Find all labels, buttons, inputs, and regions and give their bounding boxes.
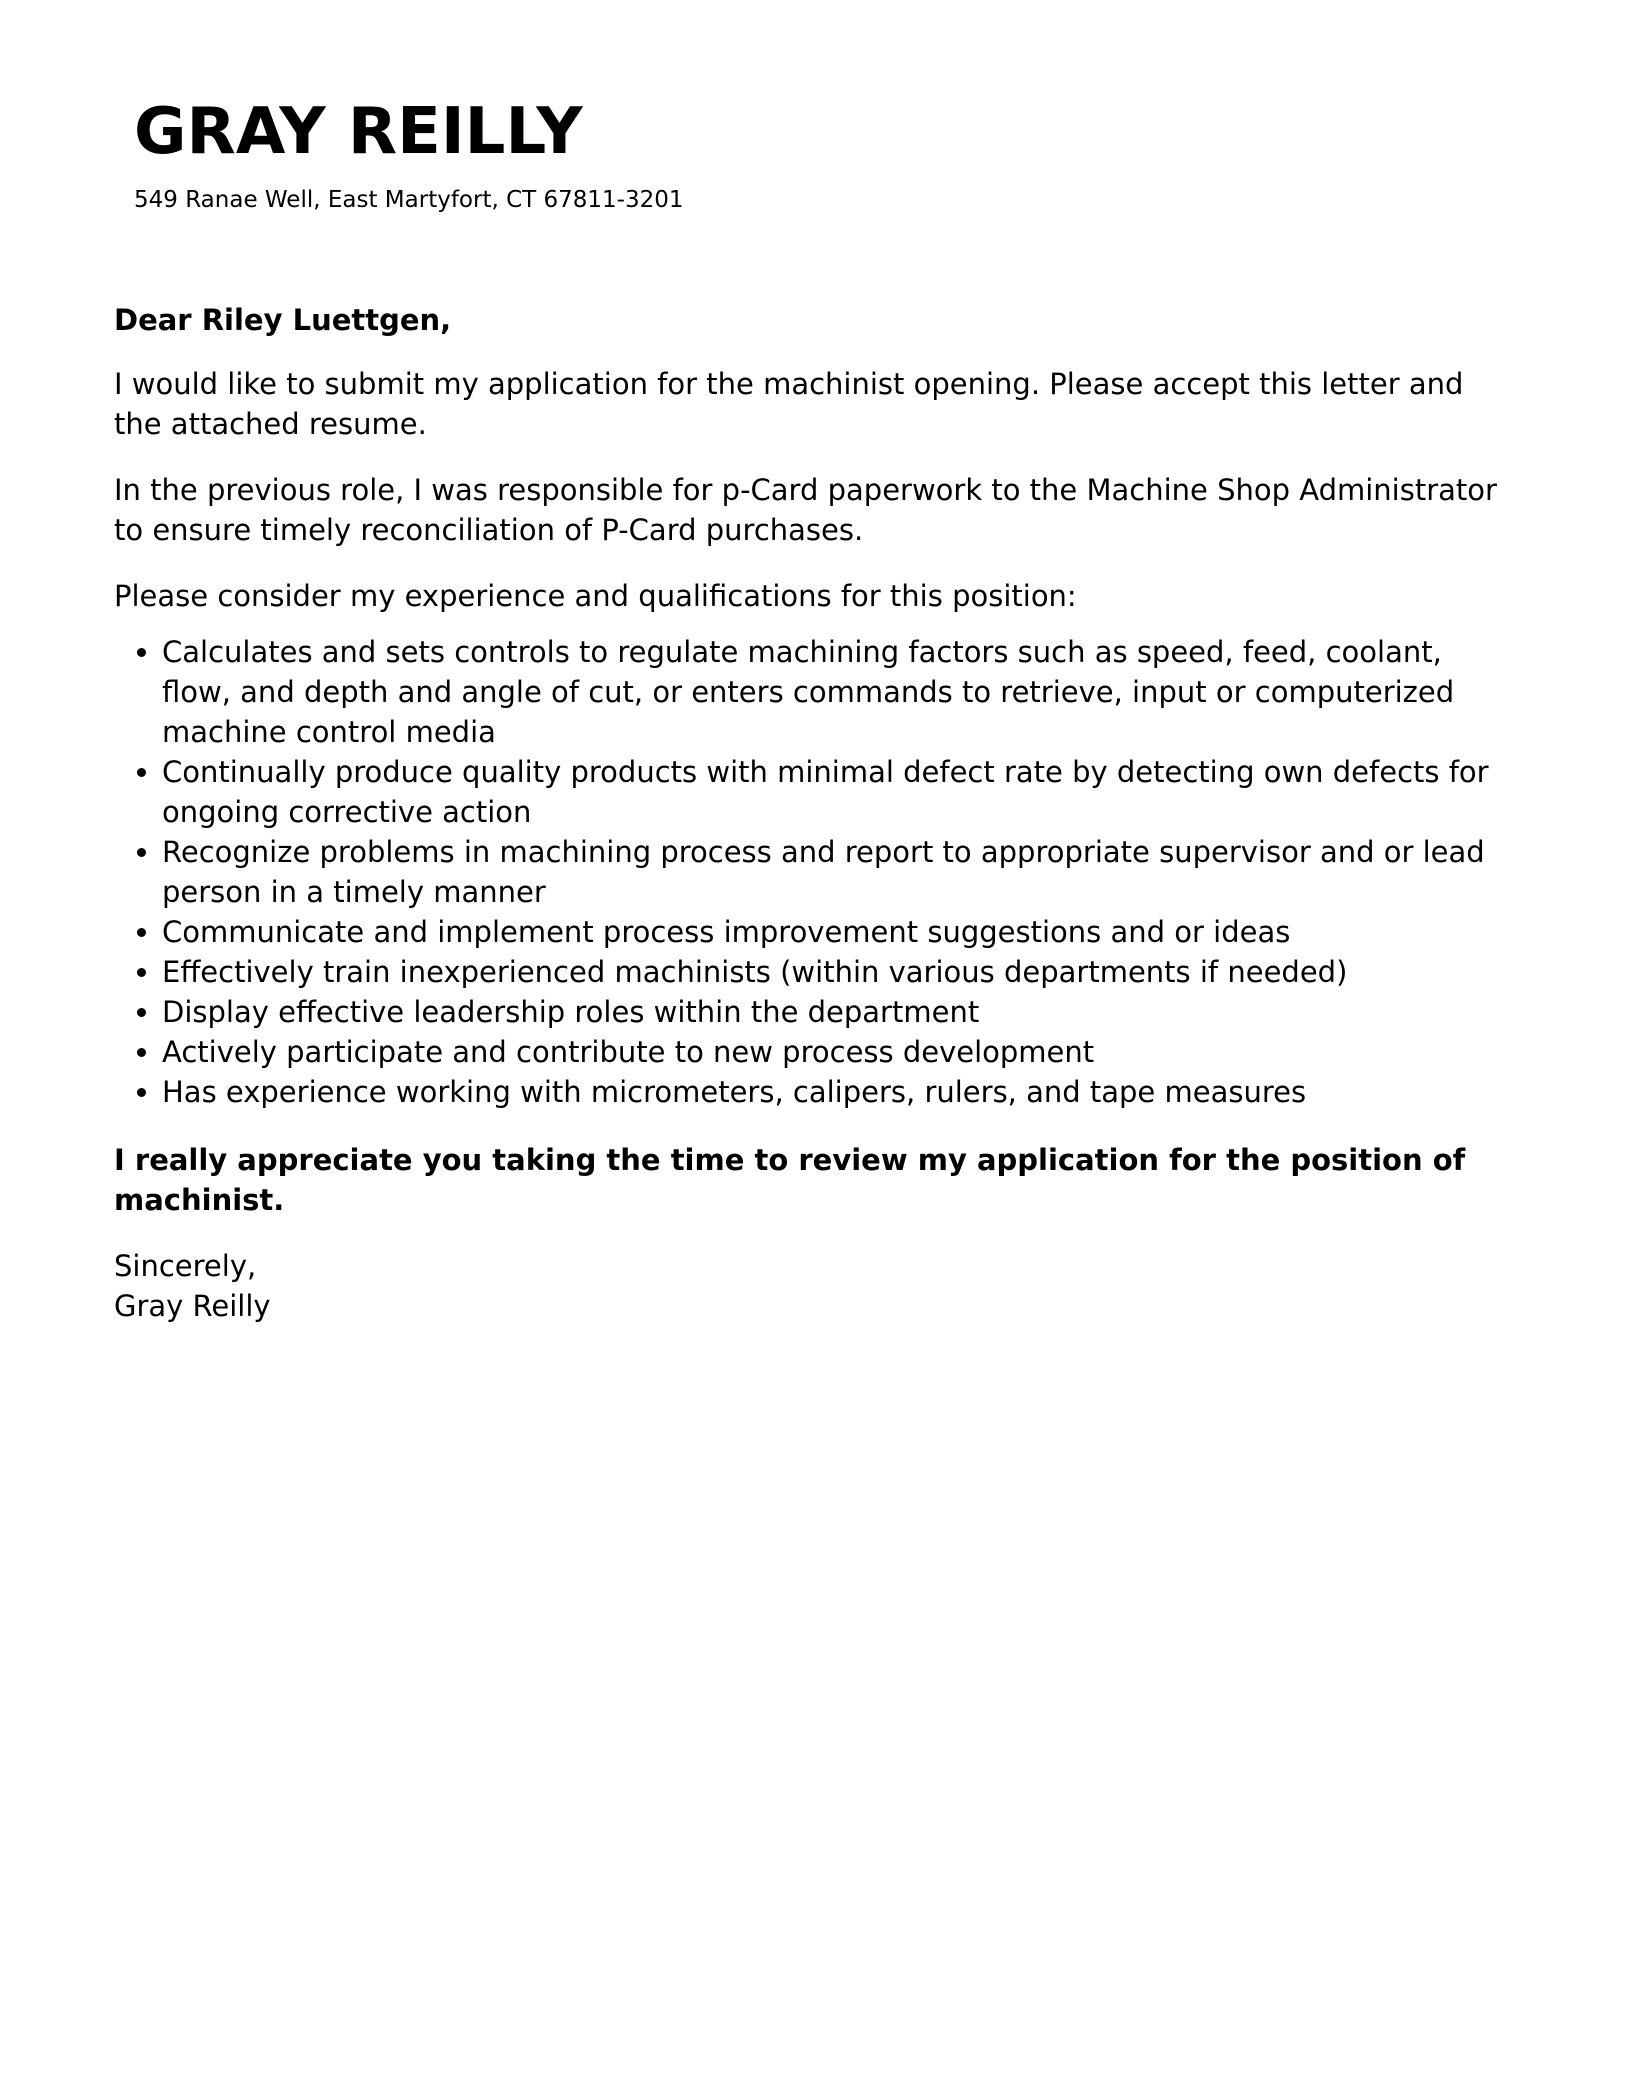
list-item: • Effectively train inexperienced machinists (within various departments if needed) xyxy=(162,952,1514,992)
applicant-address: 549 Ranae Well, East Martyfort, CT 67811-3201 xyxy=(134,187,684,213)
qualifications-intro: Please consider my experience and qualifications for this position: xyxy=(114,579,1077,613)
list-item: • Recognize problems in machining process and report to appropriate supervisor and or lead person in a timely manner xyxy=(162,832,1514,912)
signoff: Sincerely, xyxy=(114,1249,257,1283)
list-item: • Continually produce quality products with minimal defect rate by detecting own defects for ongoing corrective action xyxy=(162,752,1514,832)
intro-paragraph: I would like to submit my application for the machinist opening. Please accept this letter and the attached resume. xyxy=(114,367,1464,441)
letter-body xyxy=(114,300,1514,1326)
salutation: Dear Riley Luettgen, xyxy=(114,303,452,337)
experience-paragraph: In the previous role, I was responsible for p-Card paperwork to the Machine Shop Administrator to ensure timely reconciliation of P-Card purchases. xyxy=(114,473,1497,547)
list-item: • Has experience working with micrometers, calipers, rulers, and tape measures xyxy=(162,1072,1514,1112)
list-item: • Communicate and implement process improvement suggestions and or ideas xyxy=(162,912,1514,952)
qualifications-list xyxy=(114,632,1514,1112)
list-item: • Calculates and sets controls to regulate machining factors such as speed, feed, coolant, flow, and depth and angle of cut, or enters commands to retrieve, input or computerized machine control media xyxy=(162,632,1514,752)
closing-statement: I really appreciate you taking the time to review my application for the position of machinist. xyxy=(114,1143,1466,1217)
signature-name: Gray Reilly xyxy=(114,1289,271,1323)
list-item: • Actively participate and contribute to new process development xyxy=(162,1032,1514,1072)
applicant-name: GRAY REILLY xyxy=(134,95,583,169)
list-item: • Display effective leadership roles within the department xyxy=(162,992,1514,1032)
letter-header xyxy=(134,92,1494,216)
